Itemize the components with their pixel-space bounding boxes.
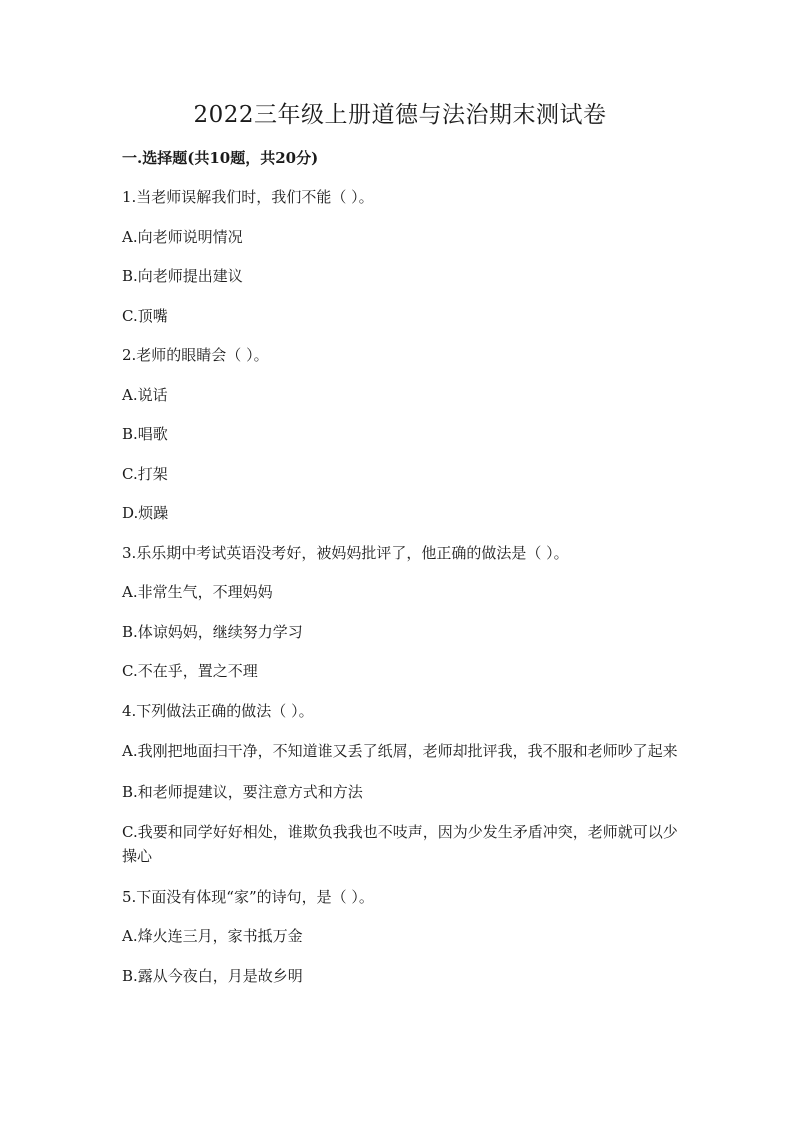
option-2a: A.说话 [122,385,168,404]
question-5: 5.下面没有体现“家”的诗句，是（ ）。 [122,887,374,906]
option-3c: C.不在乎，置之不理 [122,662,258,680]
option-1a: A.向老师说明情况 [122,227,243,246]
option-4b: B.和老师提建议，要注意方式和方法 [122,782,363,801]
option-2c: C.打架 [122,464,168,483]
option-5b: B.露从今夜白，月是故乡明 [122,966,303,985]
option-3a: A.非常生气，不理妈妈 [122,583,273,601]
section-heading: 一.选择题(共10题，共20分) [122,149,319,167]
page-title: 2022三年级上册道德与法治期末测试卷 [193,102,607,128]
option-2b: B.唱歌 [122,425,168,443]
question-4: 4.下列做法正确的做法（ ）。 [122,701,314,720]
option-5a: A.烽火连三月，家书抵万金 [122,927,303,945]
option-4a: A.我刚把地面扫干净，不知道谁又丢了纸屑，老师却批评我，我不服和老师吵了起来 [122,742,678,760]
question-1: 1.当老师误解我们时，我们不能（ ）。 [122,188,374,206]
question-list [122,186,682,1004]
option-1c: C.顶嘴 [122,306,168,325]
question-3: 3.乐乐期中考试英语没考好，被妈妈批评了，他正确的做法是（ ）。 [122,543,569,562]
option-2d: D.烦躁 [122,504,169,522]
option-3b: B.体谅妈妈，继续努力学习 [122,622,303,641]
option-1b: B.向老师提出建议 [122,267,243,285]
option-4c: C.我要和同学好好相处，谁欺负我我也不吱声，因为少发生矛盾冲突，老师就可以少操心 [122,823,678,865]
question-2: 2.老师的眼睛会（ ）。 [122,346,269,364]
